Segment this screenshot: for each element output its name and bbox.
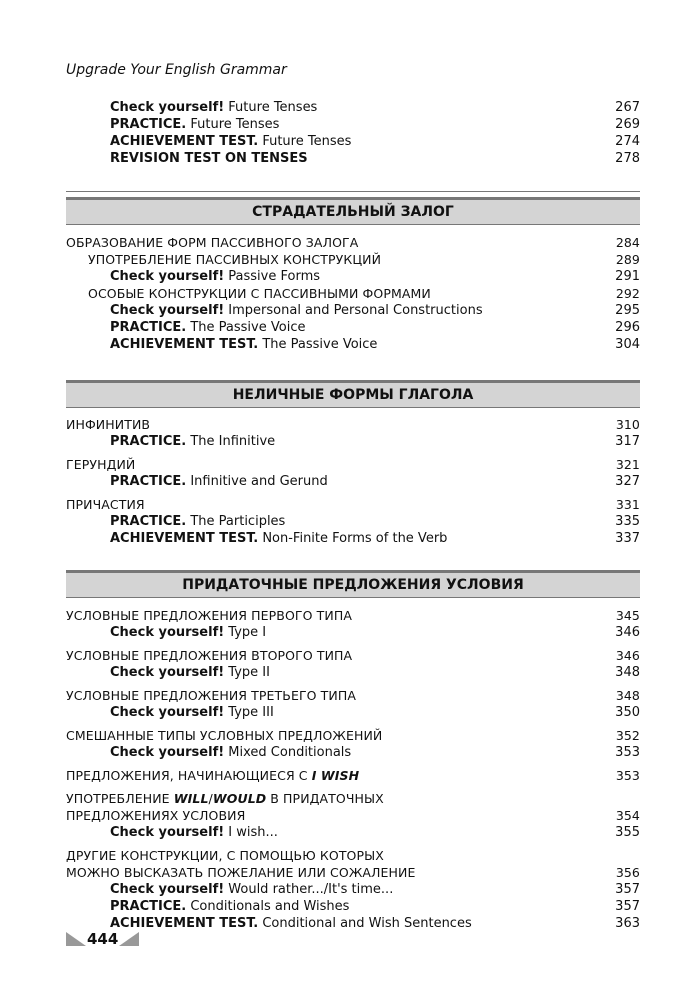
entry-title: УПОТРЕБЛЕНИЕ <box>66 791 174 806</box>
toc-section-nonfinite <box>66 416 640 547</box>
entry-bold-label <box>110 665 224 680</box>
entry-title: Conditional and Wish Sentences <box>258 916 472 931</box>
entry-bold-text: Check yourself! <box>110 100 225 115</box>
entry-page-number: 357 <box>615 899 640 914</box>
entry-page-number: 345 <box>615 608 640 623</box>
entry-bold-text: Check yourself! <box>110 269 225 284</box>
entry-title: Infinitive and Gerund <box>186 474 328 489</box>
entry-page-number: 296 <box>615 320 640 335</box>
entry-page-number: 353 <box>615 768 640 783</box>
entry-page-number: 355 <box>615 825 640 840</box>
entry-bold-text: ACHIEVEMENT TEST. <box>110 916 259 931</box>
toc-entry <box>66 624 640 641</box>
entry-title: Conditionals and Wishes <box>186 899 350 914</box>
entry-bold-label <box>110 117 186 132</box>
entry-page-number: 348 <box>615 688 640 703</box>
toc-entry <box>66 513 640 530</box>
entry-bold-label <box>110 151 308 166</box>
entry-bold-label <box>110 134 258 149</box>
entry-page-number: 321 <box>615 457 640 472</box>
toc-entry <box>66 704 640 721</box>
entry-page-number: 310 <box>615 417 640 432</box>
entry-title: The Participles <box>186 514 286 529</box>
toc-entry <box>66 767 640 784</box>
toc-entry <box>66 251 640 268</box>
running-header: Upgrade Your English Grammar <box>66 62 287 78</box>
toc-entry <box>66 473 640 490</box>
toc-entry <box>66 664 640 681</box>
toc-entry <box>66 433 640 450</box>
entry-title: Passive Forms <box>224 269 321 284</box>
entry-bold-label <box>110 882 224 897</box>
entry-page-number: 346 <box>615 625 640 640</box>
entry-page-number: 335 <box>615 514 640 529</box>
entry-page-number: 350 <box>615 705 640 720</box>
entry-title: ОСОБЫЕ КОНСТРУКЦИИ С ПАССИВНЫМИ ФОРМАМИ <box>88 286 431 301</box>
footer-left-triangle-icon <box>66 932 86 946</box>
entry-title: Would rather.../It's time... <box>224 882 394 897</box>
entry-title: / <box>208 791 213 806</box>
entry-page-number: 337 <box>615 531 640 546</box>
entry-title: ГЕРУНДИЙ <box>66 457 136 472</box>
entry-title: ПРИЧАСТИЯ <box>66 497 145 512</box>
toc-entry <box>66 881 640 898</box>
toc-entry <box>66 824 640 841</box>
entry-page-number: 352 <box>615 728 640 743</box>
entry-page-number: 356 <box>615 865 640 880</box>
entry-bold-text: PRACTICE. <box>110 320 187 335</box>
entry-bold-text: Check yourself! <box>110 625 225 640</box>
entry-title: Type III <box>224 705 274 720</box>
entry-bold-text: Check yourself! <box>110 745 225 760</box>
entry-page-number: 353 <box>615 745 640 760</box>
entry-bold-text: Check yourself! <box>110 665 225 680</box>
entry-title: ДРУГИЕ КОНСТРУКЦИИ, С ПОМОЩЬЮ КОТОРЫХ <box>66 848 384 863</box>
toc-entry <box>66 687 640 704</box>
toc-entry <box>66 790 640 807</box>
entry-page-number: 357 <box>615 882 640 897</box>
entry-page-number: 284 <box>615 235 640 250</box>
entry-bold-label <box>110 269 224 284</box>
entry-bold-label <box>110 745 224 760</box>
toc-entry <box>66 915 640 932</box>
entry-title: Future Tenses <box>186 117 280 132</box>
page-number: 444 <box>87 930 119 948</box>
toc-entry <box>66 268 640 285</box>
entry-bold-text: Check yourself! <box>110 882 225 897</box>
entry-emphasis: WILL <box>173 791 209 806</box>
toc-entry <box>66 234 640 251</box>
entry-emphasis-wrap <box>174 791 209 806</box>
entry-emphasis-wrap <box>213 791 266 806</box>
toc-entry <box>66 727 640 744</box>
entry-page-number: 317 <box>615 434 640 449</box>
entry-title: ПРЕДЛОЖЕНИЯХ УСЛОВИЯ <box>66 808 246 823</box>
entry-bold-label <box>110 100 224 115</box>
entry-title: The Infinitive <box>186 434 276 449</box>
toc-section-conditionals <box>66 607 640 932</box>
toc-section-passive <box>66 234 640 353</box>
entry-emphasis: WOULD <box>212 791 267 806</box>
entry-title: УСЛОВНЫЕ ПРЕДЛОЖЕНИЯ ТРЕТЬЕГО ТИПА <box>66 688 357 703</box>
toc-entry <box>66 116 640 133</box>
entry-page-number: 331 <box>615 497 640 512</box>
entry-bold-label <box>110 474 186 489</box>
entry-title: Mixed Conditionals <box>224 745 352 760</box>
entry-emphasis: I WISH <box>311 768 360 783</box>
entry-bold-text: ACHIEVEMENT TEST. <box>110 531 259 546</box>
toc-entry <box>66 456 640 473</box>
entry-title: The Passive Voice <box>258 337 378 352</box>
entry-page-number: 346 <box>615 648 640 663</box>
entry-page-number: 295 <box>615 303 640 318</box>
entry-title: УСЛОВНЫЕ ПРЕДЛОЖЕНИЯ ВТОРОГО ТИПА <box>66 648 353 663</box>
toc-entry <box>66 133 640 150</box>
entry-page-number: 267 <box>615 100 640 115</box>
entry-title: Impersonal and Personal Constructions <box>224 303 483 318</box>
entry-page-number: 269 <box>615 117 640 132</box>
toc-entry <box>66 530 640 547</box>
entry-title: Type II <box>224 665 270 680</box>
toc-entry <box>66 336 640 353</box>
entry-title: Future Tenses <box>224 100 318 115</box>
entry-bold-text: PRACTICE. <box>110 899 187 914</box>
entry-bold-label <box>110 531 258 546</box>
entry-title: The Passive Voice <box>186 320 306 335</box>
entry-page-number: 292 <box>615 286 640 301</box>
entry-bold-label <box>110 899 186 914</box>
entry-title: СМЕШАННЫЕ ТИПЫ УСЛОВНЫХ ПРЕДЛОЖЕНИЙ <box>66 728 383 743</box>
entry-title: Future Tenses <box>258 134 352 149</box>
entry-title: I wish... <box>224 825 278 840</box>
toc-entry <box>66 285 640 302</box>
section-heading-conditionals: ПРИДАТОЧНЫЕ ПРЕДЛОЖЕНИЯ УСЛОВИЯ <box>66 570 640 598</box>
section-heading-nonfinite: НЕЛИЧНЫЕ ФОРМЫ ГЛАГОЛА <box>66 380 640 408</box>
entry-bold-label <box>110 337 258 352</box>
entry-bold-label <box>110 320 186 335</box>
entry-bold-text: Check yourself! <box>110 303 225 318</box>
entry-bold-text: PRACTICE. <box>110 434 187 449</box>
entry-bold-label <box>110 514 186 529</box>
entry-title: УПОТРЕБЛЕНИЕ ПАССИВНЫХ КОНСТРУКЦИЙ <box>88 252 382 267</box>
entry-page-number: 363 <box>615 916 640 931</box>
entry-title: ОБРАЗОВАНИЕ ФОРМ ПАССИВНОГО ЗАЛОГА <box>66 235 359 250</box>
entry-bold-text: PRACTICE. <box>110 117 187 132</box>
entry-bold-label <box>110 825 224 840</box>
entry-page-number: 304 <box>615 337 640 352</box>
toc-entry <box>66 99 640 116</box>
toc-entry <box>66 864 640 881</box>
entry-bold-label <box>110 303 224 318</box>
page-footer <box>66 929 139 949</box>
toc-entry <box>66 150 640 167</box>
toc-entry <box>66 807 640 824</box>
footer-right-triangle-icon <box>119 932 139 946</box>
toc-entry <box>66 898 640 915</box>
toc-entry <box>66 607 640 624</box>
entry-page-number: 278 <box>615 151 640 166</box>
toc-entry <box>66 647 640 664</box>
section-heading-passive: СТРАДАТЕЛЬНЫЙ ЗАЛОГ <box>66 197 640 225</box>
entry-page-number: 289 <box>615 252 640 267</box>
entry-emphasis-wrap <box>312 768 360 783</box>
entry-bold-label <box>110 705 224 720</box>
entry-bold-text: PRACTICE. <box>110 474 187 489</box>
toc-entry <box>66 302 640 319</box>
entry-title: УСЛОВНЫЕ ПРЕДЛОЖЕНИЯ ПЕРВОГО ТИПА <box>66 608 352 623</box>
entry-title: В ПРИДАТОЧНЫХ <box>266 791 384 806</box>
toc-entry <box>66 416 640 433</box>
toc-entry <box>66 744 640 761</box>
entry-page-number: 348 <box>615 665 640 680</box>
entry-bold-label <box>110 625 224 640</box>
entry-bold-text: ACHIEVEMENT TEST. <box>110 134 259 149</box>
toc-entry <box>66 847 640 864</box>
entry-title: ПРЕДЛОЖЕНИЯ, НАЧИНАЮЩИЕСЯ С <box>66 768 312 783</box>
entry-bold-text: ACHIEVEMENT TEST. <box>110 337 259 352</box>
entry-title: Non-Finite Forms of the Verb <box>258 531 448 546</box>
entry-bold-label <box>110 434 186 449</box>
section-divider <box>66 191 640 192</box>
entry-page-number: 327 <box>615 474 640 489</box>
entry-title: ИНФИНИТИВ <box>66 417 151 432</box>
entry-bold-text: PRACTICE. <box>110 514 187 529</box>
toc-entry <box>66 319 640 336</box>
entry-bold-text: Check yourself! <box>110 825 225 840</box>
entry-page-number: 274 <box>615 134 640 149</box>
entry-bold-text: REVISION TEST ON TENSES <box>110 151 308 166</box>
toc-entry <box>66 496 640 513</box>
toc-block-future-tenses <box>66 99 640 167</box>
entry-title: Type I <box>224 625 267 640</box>
entry-page-number: 291 <box>615 269 640 284</box>
entry-title: МОЖНО ВЫСКАЗАТЬ ПОЖЕЛАНИЕ ИЛИ СОЖАЛЕНИЕ <box>66 865 416 880</box>
entry-bold-text: Check yourself! <box>110 705 225 720</box>
entry-page-number: 354 <box>615 808 640 823</box>
